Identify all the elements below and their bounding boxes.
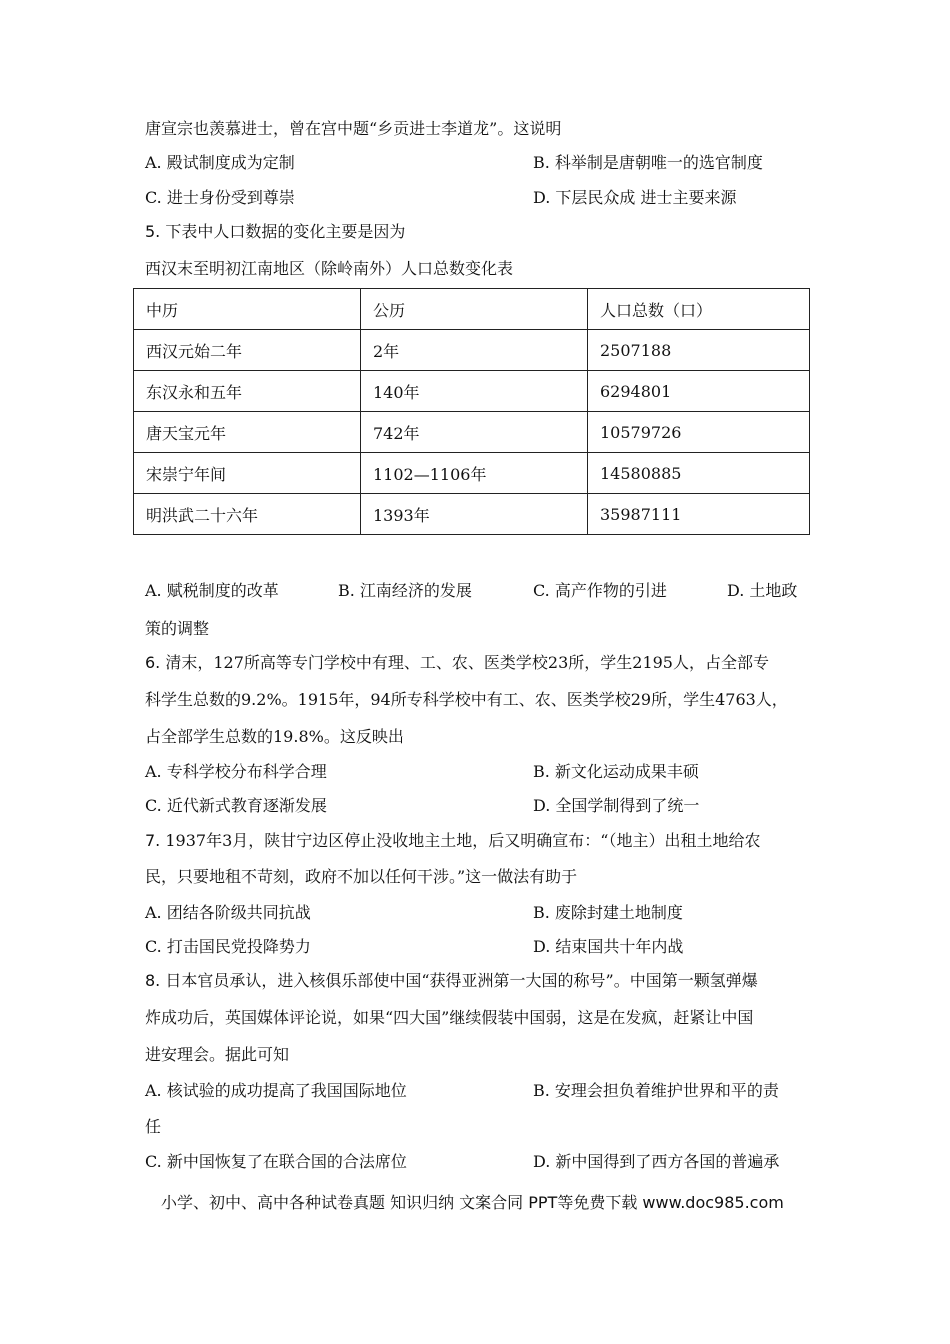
q4-option-b: B. 科举制是唐朝唯一的选官制度 (533, 153, 763, 172)
table-row (134, 412, 810, 453)
table-cell: 14580885 (588, 453, 810, 494)
q6-stem-line3: 占全部学生总数的19.8%。这反映出 (145, 727, 404, 746)
q6-stem-line2: 科学生总数的9.2%。1915年，94所专科学校中有工、农、医类学校29所，学生4763人， (145, 690, 788, 709)
q4-option-d: D. 下层民众成 进士主要来源 (533, 188, 737, 207)
table-cell: 10579726 (588, 412, 810, 453)
q5-option-a: A. 赋税制度的改革 (145, 581, 279, 600)
q8-stem-line3: 进安理会。据此可知 (145, 1045, 290, 1064)
q6-number: 6. (145, 653, 161, 672)
q8-option-d: D. 新中国得到了西方各国的普遍承 (533, 1152, 780, 1171)
q8-option-b: B. 安理会担负着维护世界和平的责 (533, 1081, 779, 1100)
q5-stem-text: 下表中人口数据的变化主要是因为 (165, 222, 406, 241)
table-cell: 1393年 (361, 494, 588, 535)
q8-stem-line2: 炸成功后，英国媒体评论说，如果“四大国”继续假装中国弱，这是在发疯，赶紧让中国 (145, 1008, 754, 1027)
table-cell: 35987111 (588, 494, 810, 535)
q8-option-a: A. 核试验的成功提高了我国国际地位 (145, 1081, 407, 1100)
page-footer: 小学、初中、高中各种试卷真题 知识归纳 文案合同 PPT等免费下载 www.doc985.com (161, 1193, 784, 1212)
q6-option-b: B. 新文化运动成果丰硕 (533, 762, 699, 781)
q5-stem (145, 221, 405, 243)
q7-stem-line1 (145, 830, 760, 852)
q7-option-a: A. 团结各阶级共同抗战 (145, 903, 311, 922)
table-cell: 2年 (361, 330, 588, 371)
q8-number: 8. (145, 971, 161, 990)
q7-option-d: D. 结束国共十年内战 (533, 937, 684, 956)
q5-number: 5. (145, 222, 161, 241)
table-cell: 2507188 (588, 330, 810, 371)
q8-stem-text: 日本官员承认，进入核俱乐部使中国“获得亚洲第一大国的称号”。中国第一颗氢弹爆 (165, 971, 758, 990)
q4-stem: 唐宣宗也羡慕进士，曾在宫中题“乡贡进士李道龙”。这说明 (145, 119, 562, 138)
q7-option-c: C. 打击国民党投降势力 (145, 937, 311, 956)
q7-stem-text: 1937年3月，陕甘宁边区停止没收地主土地，后又明确宣布：“（地主）出租土地给农 (165, 831, 761, 850)
table-row (134, 453, 810, 494)
table-cell: 明洪武二十六年 (134, 494, 361, 535)
q8-stem-line1 (145, 970, 758, 992)
q8-option-b-continued: 任 (145, 1117, 162, 1136)
q4-option-a: A. 殿试制度成为定制 (145, 153, 295, 172)
table-header-cell: 公历 (361, 289, 588, 330)
table-header-cell: 中历 (134, 289, 361, 330)
q5-option-d-continued: 策的调整 (145, 619, 210, 638)
table-cell: 140年 (361, 371, 588, 412)
population-table (133, 288, 810, 535)
table-cell: 742年 (361, 412, 588, 453)
table-row (134, 330, 810, 371)
table-row (134, 371, 810, 412)
q5-option-b: B. 江南经济的发展 (338, 581, 472, 600)
q5-option-d: D. 土地政 (727, 581, 798, 600)
q7-stem-line2: 民，只要地租不苛刻，政府不加以任何干涉。”这一做法有助于 (145, 867, 578, 886)
q6-stem-line1 (145, 652, 769, 674)
table-cell: 宋崇宁年间 (134, 453, 361, 494)
q7-number: 7. (145, 831, 161, 850)
table-cell: 东汉永和五年 (134, 371, 361, 412)
q8-option-c: C. 新中国恢复了在联合国的合法席位 (145, 1152, 407, 1171)
q5-table-title: 西汉末至明初江南地区（除岭南外）人口总数变化表 (145, 259, 514, 278)
q6-option-d: D. 全国学制得到了统一 (533, 796, 700, 815)
q6-option-a: A. 专科学校分布科学合理 (145, 762, 327, 781)
table-cell: 唐天宝元年 (134, 412, 361, 453)
q4-option-c: C. 进士身份受到尊崇 (145, 188, 295, 207)
table-row (134, 494, 810, 535)
q7-option-b: B. 废除封建土地制度 (533, 903, 683, 922)
table-cell: 1102—1106年 (361, 453, 588, 494)
table-cell: 西汉元始二年 (134, 330, 361, 371)
q5-option-c: C. 高产作物的引进 (533, 581, 667, 600)
q6-stem-text: 清末，127所高等专门学校中有理、工、农、医类学校23所，学生2195人，占全部专 (165, 653, 769, 672)
table-cell: 6294801 (588, 371, 810, 412)
table-header-cell: 人口总数（口） (588, 289, 810, 330)
q6-option-c: C. 近代新式教育逐渐发展 (145, 796, 327, 815)
table-header-row (134, 289, 810, 330)
